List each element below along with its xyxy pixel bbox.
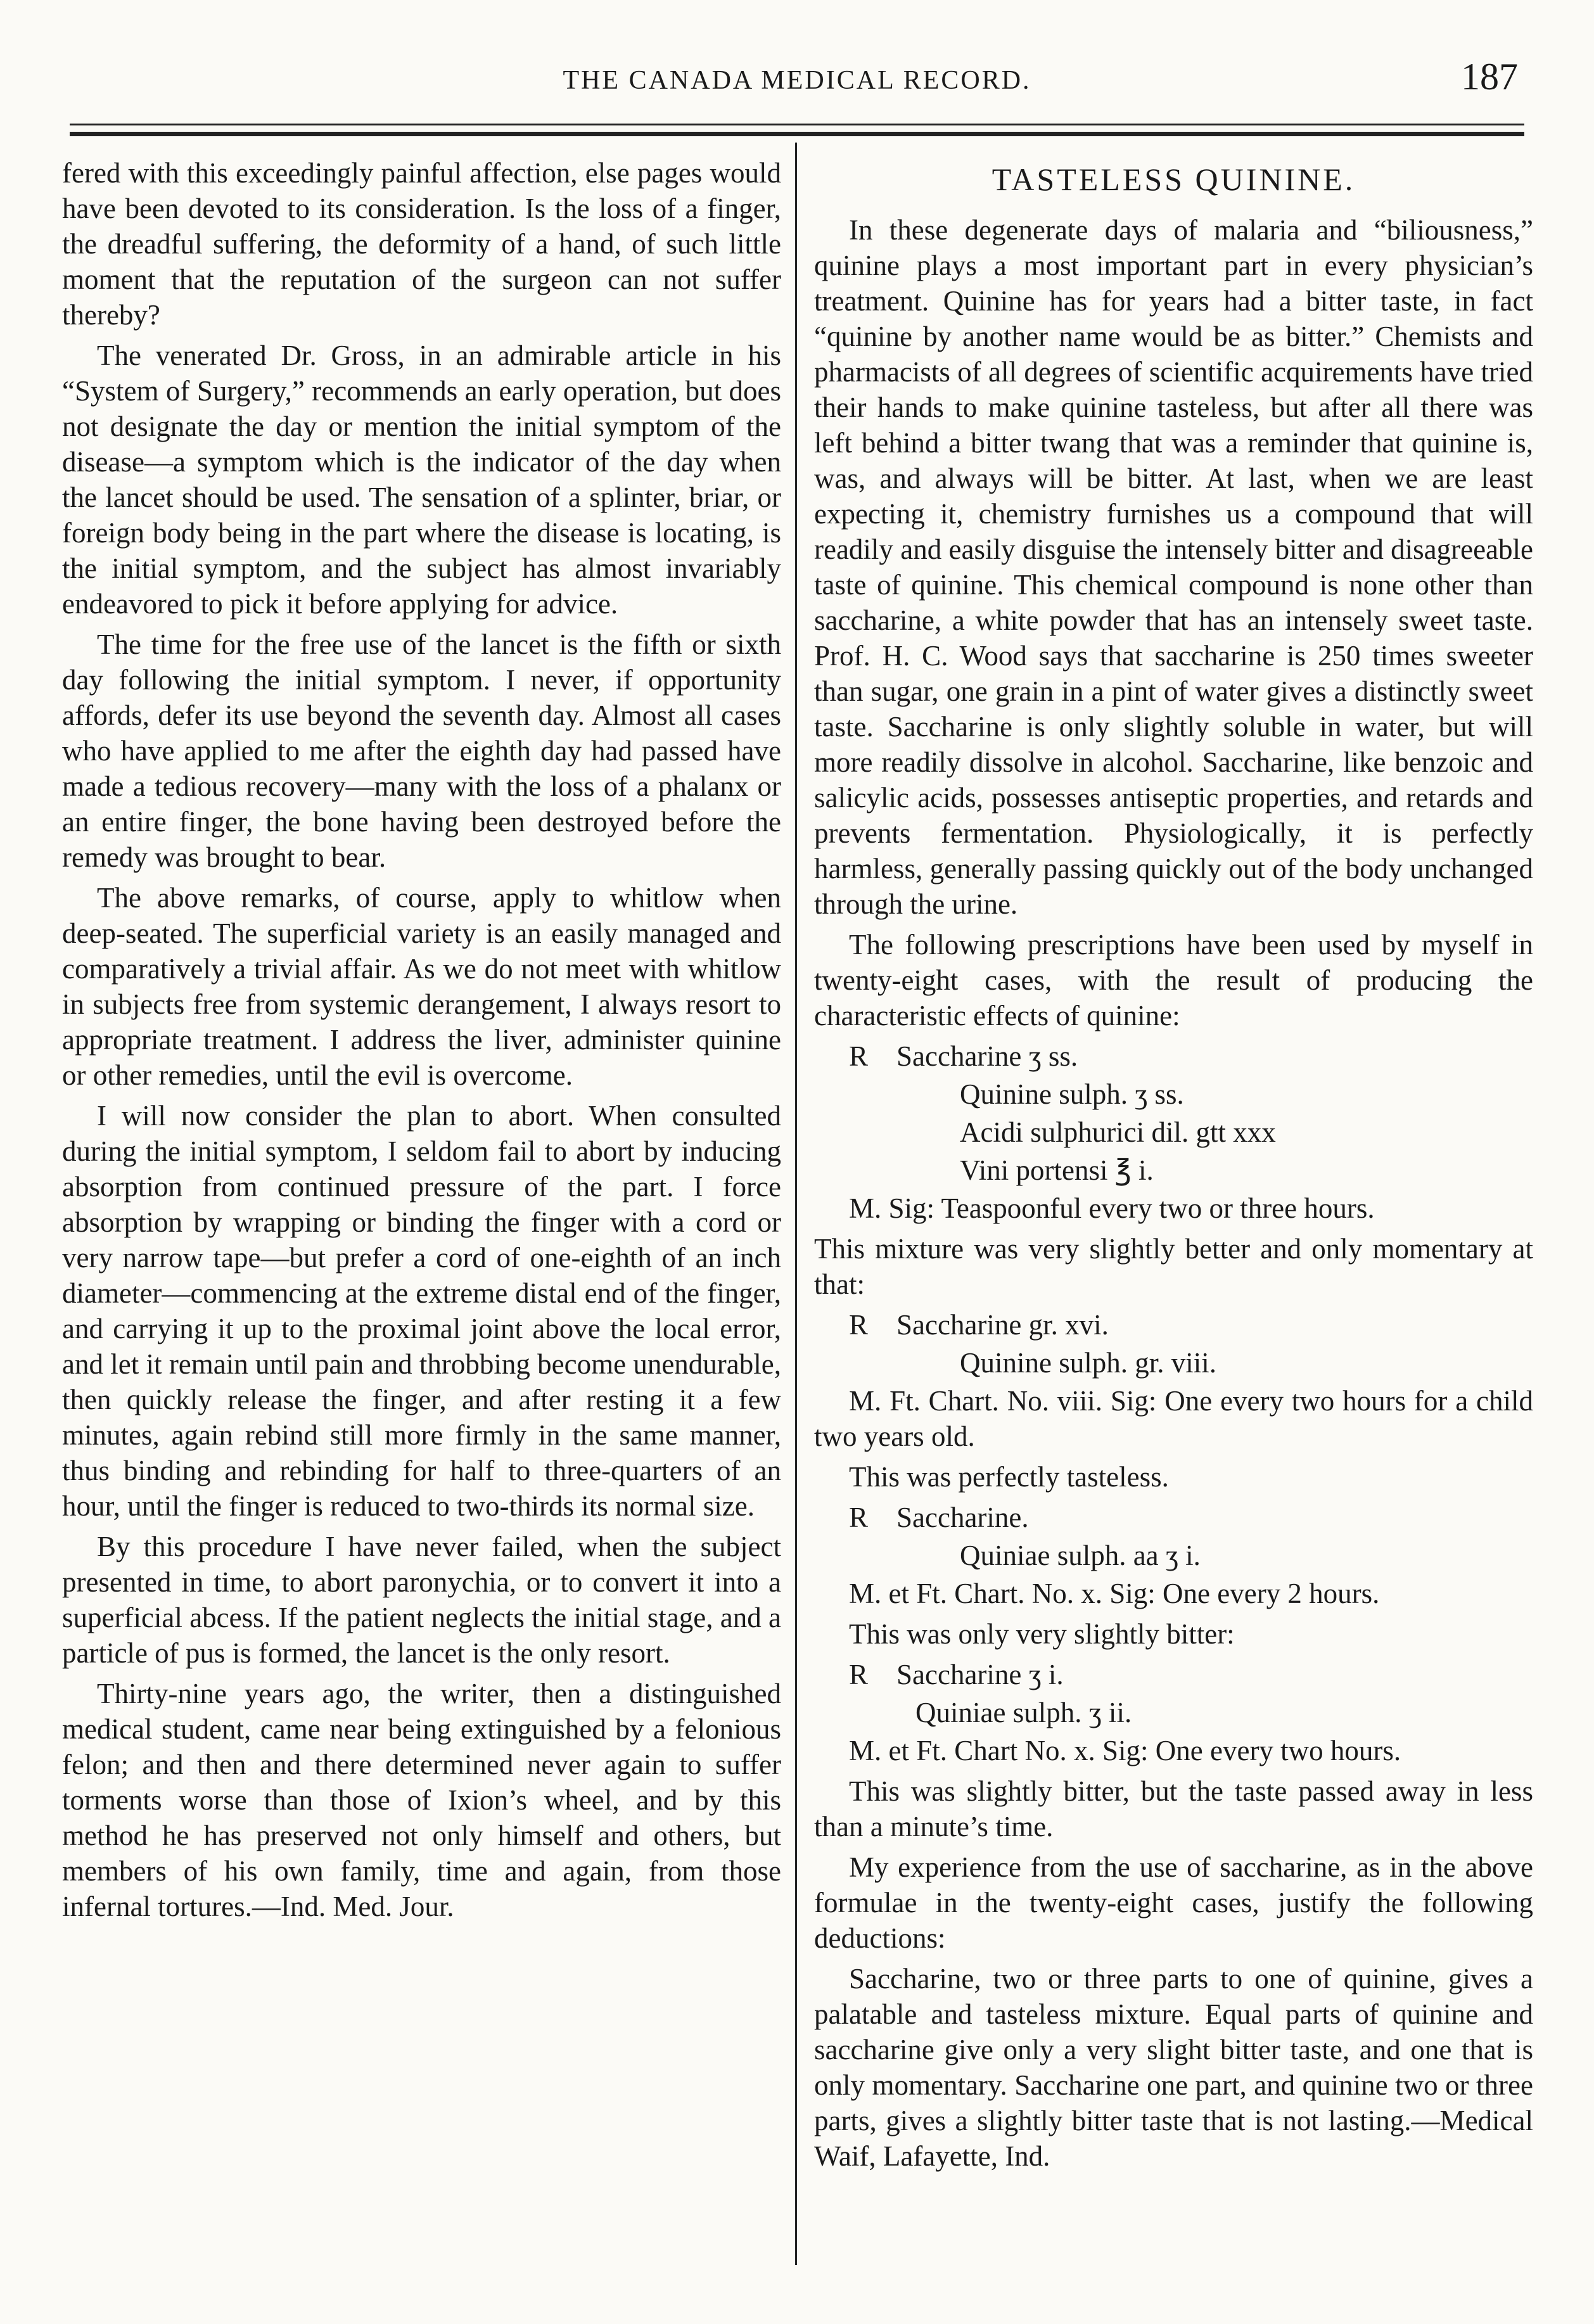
prescription-ingredient: Quinine sulph. ʒ ss. [960, 1078, 1184, 1110]
prescription-ingredient: Saccharine gr. xvi. [896, 1309, 1109, 1341]
running-head: THE CANADA MEDICAL RECORD. [563, 66, 1031, 95]
prescription-ingredient: Saccharine ʒ i. [896, 1659, 1064, 1690]
prescription-ingredient: Quiniae sulph. aa ʒ i. [960, 1540, 1201, 1571]
prescription-note: This was perfectly tasteless. [849, 1461, 1169, 1493]
paragraph: Thirty-nine years ago, the writer, then a distinguished medical student, came near being extinguished by a felonious felon; and then and there determined never again to suffer torments worse than those of Ixion’s wheel, and by this method he has preserved not only himself and others, but members of his own family, time and again, from those infernal tortures.—Ind. Med. Jour. [62, 1678, 781, 1922]
prescription-line [814, 1657, 1533, 1692]
header-rule-thin [70, 124, 1524, 125]
prescription-ingredient: Acidi sulphurici dil. gtt xxx [960, 1116, 1276, 1148]
recipe-symbol: R [849, 1309, 869, 1341]
recipe-symbol: R [849, 1502, 869, 1533]
prescription-sig: M. Sig: Teaspoonful every two or three hours. [849, 1192, 1375, 1224]
paragraph: I will now consider the plan to abort. When consulted during the initial symptom, I seldom fail to abort by inducing absorption from continued pressure of the part. I force absorption by wrapping or binding the finger with a cord or very narrow tape—but prefer a cord of one-eighth of an inch diameter—commencing at the extreme distal end of the finger, and carrying it up to the proximal joint above the local error, and let it remain until pain and throbbing become unendurable, then quickly release the finger, and after resting it a few minutes, again rebind still more firmly in the same manner, thus binding and rebinding for half to three-quarters of an hour, until the finger is reduced to two-thirds its normal size. [62, 1100, 781, 1522]
left-column [62, 155, 781, 2290]
prescription-ingredient: Quinine sulph. gr. viii. [960, 1347, 1216, 1379]
recipe-symbol: R [849, 1659, 869, 1690]
paragraph: The following prescriptions have been used by myself in twenty-eight cases, with the result of producing the characteristic effects of quinine: [814, 929, 1533, 1031]
prescription-ingredient: Vini portensi ℥ i. [960, 1154, 1154, 1186]
prescription-note: This was only very slightly bitter: [849, 1618, 1235, 1650]
right-column [814, 155, 1533, 2290]
paragraph: fered with this exceedingly painful affection, else pages would have been devoted to its consideration. Is the loss of a finger, the dreadful suffering, the deformity of a hand, of such little moment that the reputation of the surgeon can not suffer thereby? [62, 157, 781, 331]
prescription-line [814, 1307, 1533, 1343]
page-header [57, 56, 1537, 105]
paragraph: By this procedure I have never failed, when the subject presented in time, to abort paronychia, or to convert it into a superficial abcess. If the patient neglects the initial stage, and a particle of pus is formed, the lancet is the only resort. [62, 1531, 781, 1669]
paragraph: The time for the free use of the lancet is the fifth or sixth day following the initial symptom. I never, if opportunity affords, defer its use beyond the seventh day. Almost all cases who have applied to me after the eighth day had passed have made a tedious recovery—many with the loss of a phalanx or an entire finger, the bone having been destroyed before the remedy was brought to bear. [62, 629, 781, 873]
prescription-ingredient: Saccharine. [896, 1502, 1029, 1533]
prescription-sig: M. et Ft. Chart. No. x. Sig: One every 2 hours. [849, 1578, 1380, 1609]
recipe-symbol: R [849, 1040, 869, 1072]
page-number: 187 [1461, 56, 1518, 98]
prescription-ingredient: Quiniae sulph. ʒ ii. [915, 1697, 1132, 1728]
paragraph: The above remarks, of course, apply to whitlow when deep-seated. The superficial variety is an easily managed and comparatively a trivial affair. As we do not meet with whitlow in subjects free from systemic derangement, I always resort to appropriate treatment. I address the liver, administer quinine or other remedies, until the evil is overcome. [62, 882, 781, 1091]
article-title: TASTELESS QUININE. [991, 162, 1356, 197]
prescription-line [814, 1500, 1533, 1535]
prescription-note: This was slightly bitter, but the taste passed away in less than a minute’s time. [814, 1775, 1533, 1842]
paragraph: Saccharine, two or three parts to one of quinine, gives a palatable and tasteless mixture. Equal parts of quinine and saccharine give only a very slight bitter taste, and one that is only momentary. Saccharine one part, and quinine two or three parts, gives a slightly bitter taste that is not lasting.—Medical Waif, Lafayette, Ind. [814, 1963, 1533, 2172]
prescription-sig: M. et Ft. Chart No. x. Sig: One every two hours. [849, 1735, 1401, 1766]
paragraph: The venerated Dr. Gross, in an admirable article in his “System of Surgery,” recommends an early operation, but does not designate the day or mention the initial symptom of the disease—a symptom which is the indicator of the day when the lancet should be used. The sensation of a splinter, briar, or foreign body being in the part where the disease is locating, is the initial symptom, and the subject has almost invariably endeavored to pick it before applying for advice. [62, 340, 781, 620]
column-divider [795, 143, 797, 2265]
paragraph: My experience from the use of saccharine, as in the above formulae in the twenty-eight cases, justify the following deductions: [814, 1851, 1533, 1954]
prescription-note: This mixture was very slightly better and only momentary at that: [814, 1233, 1533, 1300]
prescription-line [814, 1038, 1533, 1074]
paragraph: In these degenerate days of malaria and “biliousness,” quinine plays a most important part in every physician’s treatment. Quinine has for years had a bitter taste, in fact “quinine by another name would be as bitter.” Chemists and pharmacists of all degrees of scientific acquirements have tried their hands to make quinine tasteless, but after all there was left behind a bitter twang that was a reminder that quinine is, was, and always will be bitter. At last, when we are least expecting it, chemistry furnishes us a compound that will readily and easily disguise the intensely bitter and disagreeable taste of quinine. This chemical compound is none other than saccharine, a white powder that has an intensely sweet taste. Prof. H. C. Wood says that saccharine is 250 times sweeter than sugar, one grain in a pint of water gives a distinctly sweet taste. Saccharine is only slightly soluble in water, but will more readily dissolve in alcohol. Saccharine, like benzoic and salicylic acids, possesses antiseptic properties, and retards and prevents fermentation. Physiologically, it is perfectly harmless, generally passing quickly out of the body unchanged through the urine. [814, 214, 1533, 920]
prescription-sig: M. Ft. Chart. No. viii. Sig: One every two hours for a child two years old. [814, 1385, 1533, 1452]
header-rule-thick [70, 132, 1524, 136]
prescription-ingredient: Saccharine ʒ ss. [896, 1040, 1078, 1072]
